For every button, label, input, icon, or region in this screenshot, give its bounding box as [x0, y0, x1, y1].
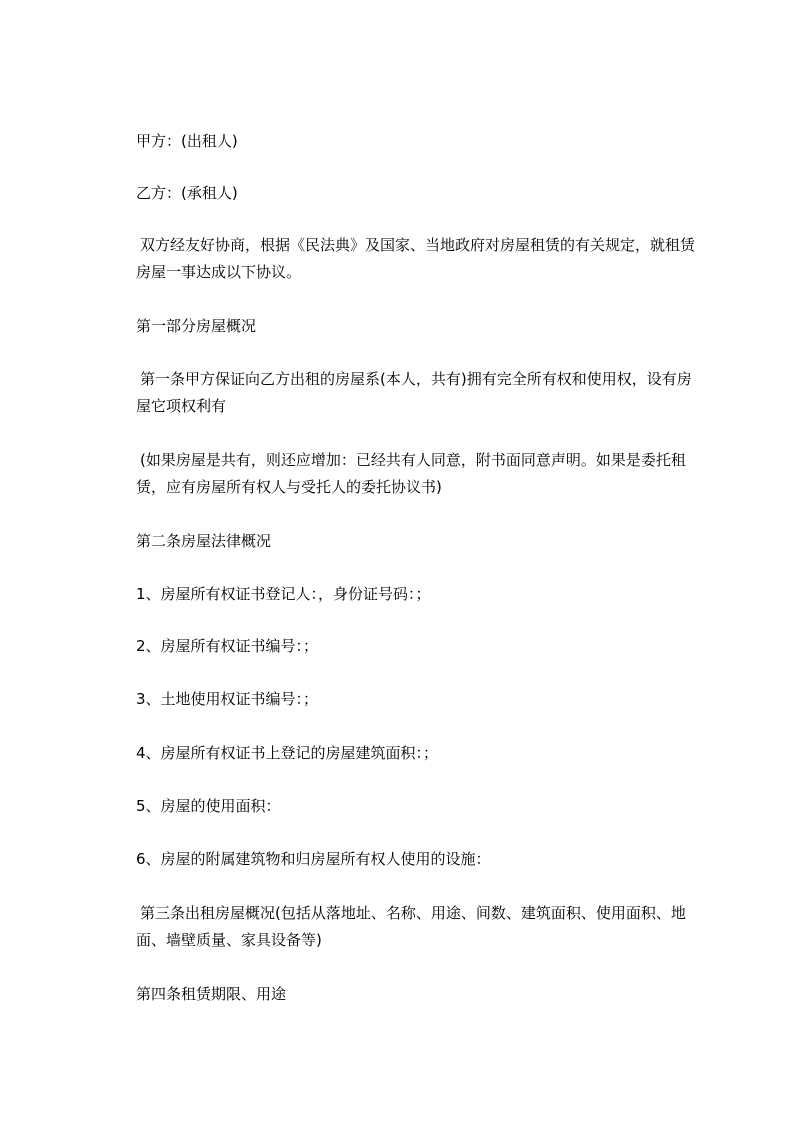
item-3-land-certificate-number: 3、土地使用权证书编号：；	[136, 690, 319, 708]
item-5-usable-area: 5、房屋的使用面积：	[136, 797, 281, 815]
article-three-paragraph: 第三条出租房屋概况(包括从落地址、名称、用途、间数、建筑面积、使用面积、地面、墙壁质量、家具设备等)	[136, 904, 686, 949]
section-heading-part-one: 第一部分房屋概况	[136, 317, 257, 335]
co-ownership-note-paragraph: (如果房屋是共有，则还应增加：已经共有人同意，附书面同意声明。如果是委托租赁，应有房屋所有权人与受托人的委托协议书)	[136, 451, 686, 496]
party-b-line: 乙方：(承租人)	[136, 184, 238, 202]
party-a-line: 甲方：(出租人)	[136, 132, 238, 150]
item-6-ancillary-facilities: 6、房屋的附属建筑物和归房屋所有权人使用的设施：	[136, 850, 491, 868]
agreement-intro-paragraph: 双方经友好协商，根据《民法典》及国家、当地政府对房屋租赁的有关规定，就租赁房屋一事达成以下协议。	[136, 236, 696, 281]
item-4-building-area: 4、房屋所有权证书上登记的房屋建筑面积：；	[136, 744, 439, 762]
article-four-heading: 第四条租赁期限、用途	[136, 985, 287, 1003]
article-one-paragraph: 第一条甲方保证向乙方出租的房屋系(本人，共有)拥有完全所有权和使用权，设有房屋它项权利有	[136, 370, 692, 415]
item-1-certificate-holder: 1、房屋所有权证书登记人：，身份证号码：；	[136, 585, 431, 603]
item-2-certificate-number: 2、房屋所有权证书编号：；	[136, 637, 319, 655]
article-two-heading: 第二条房屋法律概况	[136, 532, 272, 550]
